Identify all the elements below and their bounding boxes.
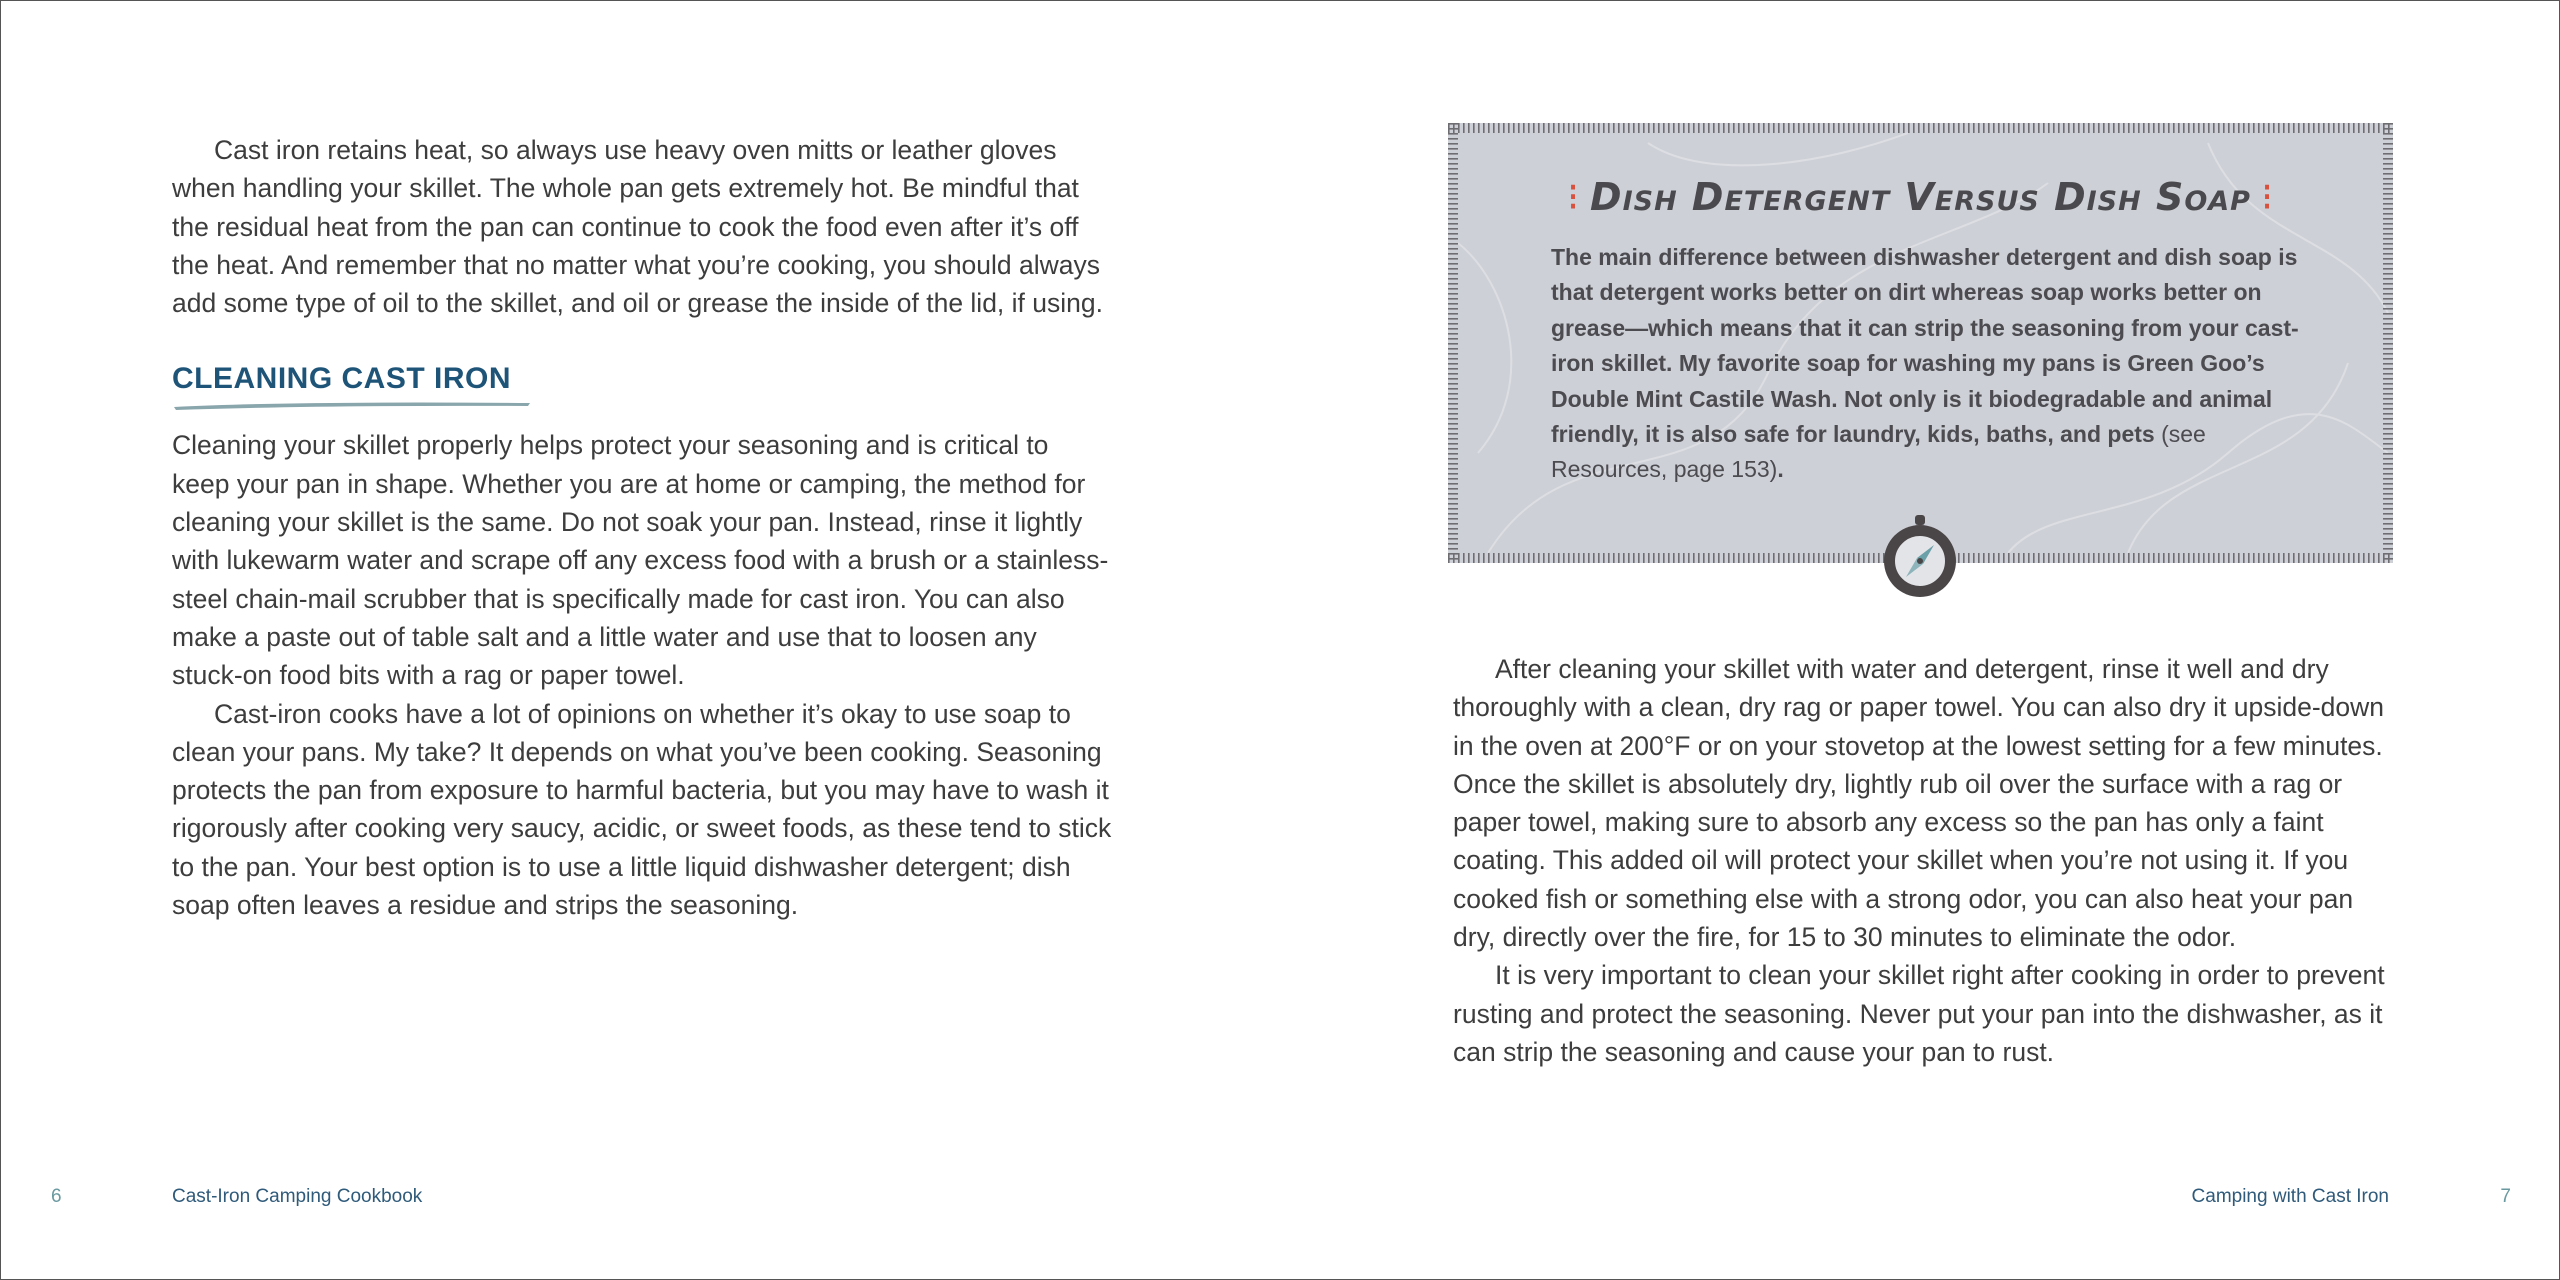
right-paragraph-1: After cleaning your skillet with water and detergent, rinse it well and dry thoroughly with a clean, dry rag or paper towel. You can also dry it upside-down in the oven at 200°F or on your stovetop at the lowest setting for a few minutes. Once the skillet is absolutely dry, lightly rub oil over the surface with a rag or paper towel, making sure to absorb any excess so the pan has only a faint coating. This added oil will protect your skillet when you’re not using it. If you cooked fish or something else with a strong odor, you can also heat your pan dry, directly over the fire, for 15 to 30 minutes to eliminate the odor. (1453, 654, 2384, 953)
title-underline (172, 398, 532, 410)
sidebar-box (1448, 123, 2393, 563)
sidebar-end: . (1777, 456, 1784, 483)
left-paragraph-1: Cast iron retains heat, so always use heavy oven mitts or leather gloves when handling your skillet. The whole pan gets extremely hot. Be mindful that the residual heat from the pan can continue to cook the food even after it’s off the heat. And remember that no matter what you’re cooking, you should always add some type of oil to the skillet, and oil or grease the inside of the lid, if using. (172, 135, 1103, 319)
sidebar-title (1448, 175, 2393, 219)
left-paragraph-2: Cleaning your skillet properly helps protect your seasoning and is critical to keep your pan in shape. Whether you are at home or camping, the method for cleaning your skillet is the same. Do not soak your pan. Instead, rinse it lightly with lukewarm water and scrape off any excess food with a brush or a stainless-steel chain-mail scrubber that is specifically made for cast iron. You can also make a paste out of table salt and a little water and use that to loosen any stuck-on food bits with a rag or paper towel. (172, 430, 1109, 691)
right-page (1453, 650, 2393, 1071)
sidebar-reference: (see Resources, page 153) (1551, 421, 2206, 483)
sidebar-body: The main difference between dishwasher detergent and dish soap is that detergent works better on dirt whereas soap works better on grease—which means that it can strip the seasoning from your cast-iron skillet. My favorite soap for washing my pans is Green Goo’s Double Mint Castile Wash. Not only is it biodegradable and animal friendly, it is also safe for laundry, kids, baths, and pets (1551, 244, 2299, 448)
right-paragraph-2: It is very important to clean your skillet right after cooking in order to prevent rusting and protect the seasoning. Never put your pan into the dishwasher, as it can strip the seasoning and cause your pan to rust. (1453, 960, 2385, 1067)
right-folio: 7 (2500, 1186, 2511, 1207)
spark-right-icon: ⁝ (2260, 175, 2275, 219)
sidebar-title-text: Dish Detergent Versus Dish Soap (1590, 175, 2251, 219)
section-title: CLEANING CAST IRON (172, 362, 511, 396)
left-running-head: Cast-Iron Camping Cookbook (172, 1186, 423, 1207)
spark-left-icon: ⁝ (1566, 175, 1581, 219)
left-folio: 6 (51, 1186, 62, 1207)
left-page (172, 131, 1112, 924)
left-paragraph-3: Cast-iron cooks have a lot of opinions on whether it’s okay to use soap to clean your pans. My take? It depends on what you’ve been cooking. Seasoning protects the pan from exposure to harmful bacteria, but you may have to wash it rigorously after cooking very saucy, acidic, or sweet foods, as these tend to stick to the pan. Your best option is to use a little liquid dishwasher detergent; dish soap often leaves a residue and strips the seasoning. (172, 698, 1112, 921)
sidebar-text (1551, 240, 2311, 488)
section-heading (172, 362, 532, 410)
compass-icon (1876, 513, 1964, 601)
right-running-head: Camping with Cast Iron (2191, 1186, 2389, 1207)
